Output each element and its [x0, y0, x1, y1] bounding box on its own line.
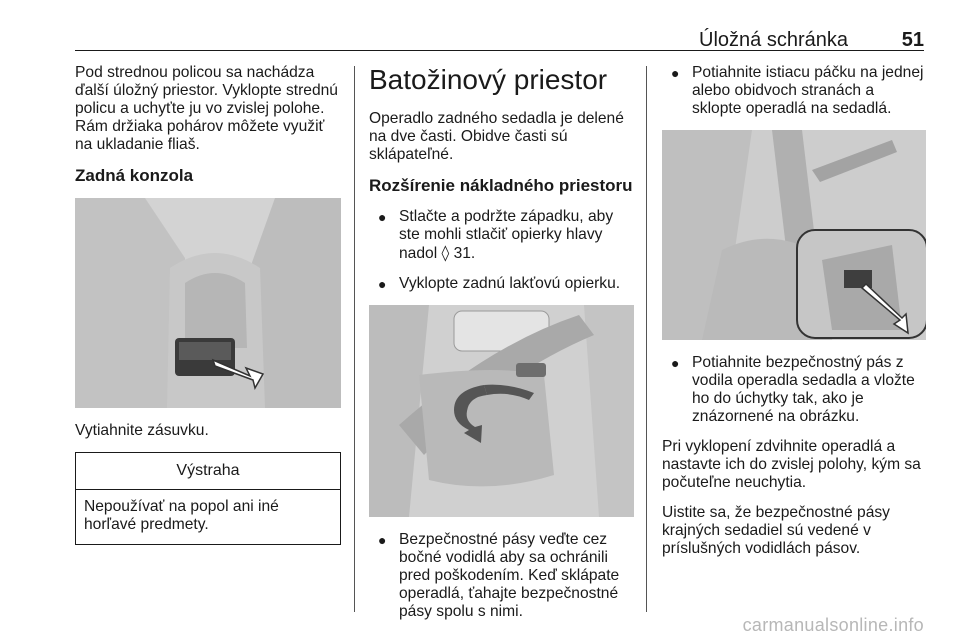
armrest-fold-illustration — [369, 305, 634, 517]
bullet-icon: ● — [378, 276, 387, 292]
fold-steps-list — [662, 64, 926, 118]
list-item — [369, 275, 634, 293]
list-item-text: Stlačte a podržte západku, aby ste mohli stlačiť opierky hlavy nadol — [399, 208, 614, 262]
rear-console-caption: Vytiahnite zásuvku. — [75, 422, 209, 439]
list-item-text: Potiahnite bezpečnostný pás z vodila operadla sedadla a vložte ho do úchytky tak, ako je znázornené na obrázku. — [692, 354, 915, 425]
list-item-text: Potiahnite istiacu páčku na jednej alebo obidvoch stranách a sklopte operadlá na sedadlá. — [692, 64, 924, 117]
page-reference-icon: ◊ — [441, 244, 450, 262]
list-item — [369, 531, 634, 621]
belt-routing-text: Uistite sa, že bezpečnostné pásy krajných sedadiel sú vedené v príslušných vodidlách pásov. — [662, 504, 890, 557]
column-3 — [662, 64, 926, 570]
rear-console-heading: Zadná konzola — [75, 166, 194, 185]
page-number: 51 — [901, 29, 924, 51]
bullet-icon: ● — [378, 532, 387, 548]
list-item-text: Bezpečnostné pásy veďte cez bočné vodidlá aby sa ochránili pred poškodením. Keď sklápate operadlá, ťahajte bezpečnostné pásy spolu s nimi. — [399, 531, 620, 620]
column-1 — [75, 64, 341, 545]
cargo-steps-list — [369, 208, 634, 293]
bullet-icon: ● — [671, 355, 680, 371]
watermark: carmanualsonline.info — [742, 615, 924, 635]
rear-console-drawer-illustration — [75, 198, 341, 408]
column-2 — [369, 64, 634, 633]
header-title: Úložná schránka — [699, 29, 848, 51]
cargo-extension-heading: Rozšírenie nákladného priestoru — [369, 176, 633, 195]
bullet-icon: ● — [378, 209, 387, 225]
header-divider — [75, 50, 924, 51]
column-divider-2 — [646, 66, 647, 612]
release-lever-illustration — [662, 130, 926, 340]
luggage-intro-text: Operadlo zadného sedadla je delené na dve časti. Obidve časti sú sklápateľné. — [369, 110, 624, 163]
list-item — [369, 208, 634, 263]
luggage-compartment-heading: Batožinový priestor — [369, 64, 608, 95]
warning-box — [75, 452, 341, 545]
list-item — [662, 64, 926, 118]
column-divider-1 — [354, 66, 355, 612]
raise-backrest-text: Pri vyklopení zdvihnite operadlá a nastavte ich do zvislej polohy, kým sa počuteľne neuchytia. — [662, 438, 921, 491]
belt-guide-list — [369, 531, 634, 621]
bullet-icon: ● — [671, 65, 680, 81]
list-item-text: Vyklopte zadnú lakťovú opierku. — [399, 275, 621, 292]
belt-clip-list — [662, 354, 926, 426]
page-reference-link[interactable]: 31. — [453, 245, 476, 262]
list-item — [662, 354, 926, 426]
storage-intro-text: Pod strednou policou sa nachádza ďalší úložný priestor. Vyklopte strednú policu a uchyťte ju vo zvislej polohe. Rám držiaka pohárov môžete využiť na ukladanie fliaš. — [75, 64, 338, 153]
warning-text: Nepoužívať na popol ani iné horľavé predmety. — [84, 498, 279, 533]
warning-title: Výstraha — [76, 453, 340, 490]
